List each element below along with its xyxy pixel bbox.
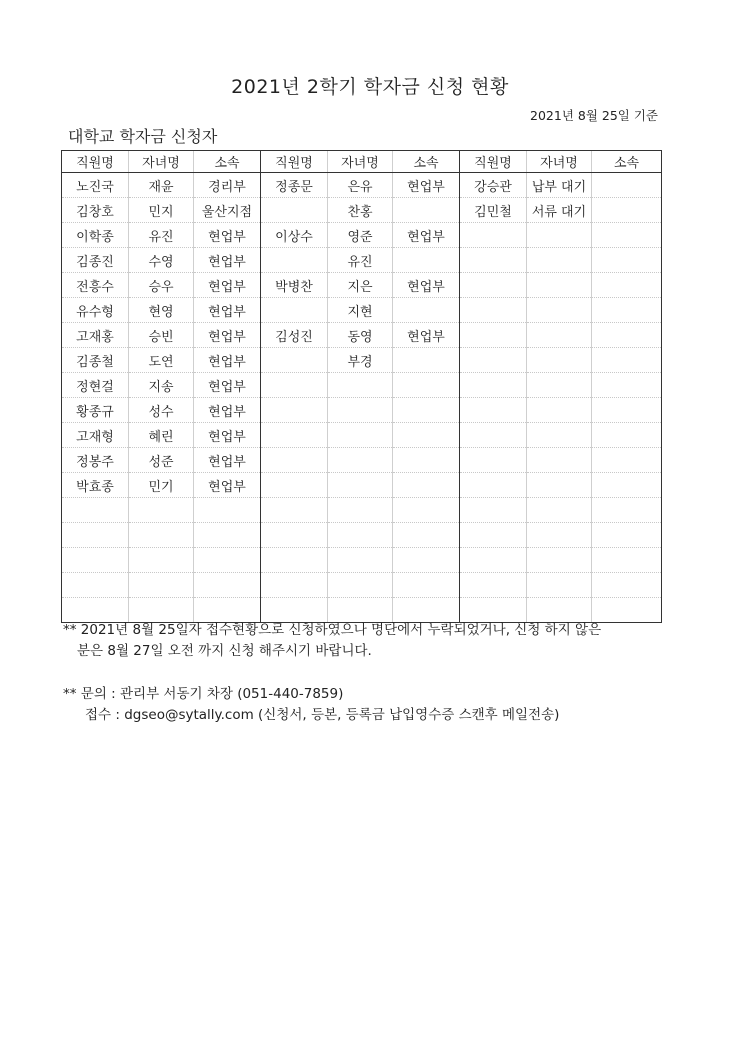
table-cell: 고재형 bbox=[62, 423, 129, 448]
table-cell bbox=[62, 548, 129, 573]
table-cell bbox=[460, 323, 527, 348]
table-cell bbox=[460, 448, 527, 473]
table-cell: 고재홍 bbox=[62, 323, 129, 348]
table-cell bbox=[592, 573, 662, 598]
table-cell bbox=[328, 373, 393, 398]
table-cell bbox=[261, 398, 328, 423]
table-cell bbox=[527, 498, 592, 523]
table-cell bbox=[592, 373, 662, 398]
table-cell bbox=[393, 473, 460, 498]
table-cell bbox=[393, 498, 460, 523]
table-cell bbox=[129, 548, 194, 573]
table-cell bbox=[592, 548, 662, 573]
table-cell bbox=[62, 523, 129, 548]
table-cell: 현업부 bbox=[194, 373, 261, 398]
table-cell: 노진국 bbox=[62, 173, 129, 198]
table-row bbox=[62, 173, 662, 198]
table-cell bbox=[527, 223, 592, 248]
table-cell bbox=[328, 398, 393, 423]
table-cell: 혜린 bbox=[129, 423, 194, 448]
table-cell bbox=[527, 348, 592, 373]
table-cell bbox=[527, 273, 592, 298]
table-row bbox=[62, 398, 662, 423]
table-cell bbox=[460, 473, 527, 498]
table-cell: 김창호 bbox=[62, 198, 129, 223]
table-cell: 민기 bbox=[129, 473, 194, 498]
section-heading: 대학교 학자금 신청자 bbox=[68, 127, 218, 146]
table-cell bbox=[261, 473, 328, 498]
table-cell bbox=[261, 198, 328, 223]
table-cell bbox=[592, 273, 662, 298]
table-cell bbox=[460, 573, 527, 598]
table-cell bbox=[393, 198, 460, 223]
table-cell: 은유 bbox=[328, 173, 393, 198]
table-cell: 유수형 bbox=[62, 298, 129, 323]
table-cell: 현업부 bbox=[194, 273, 261, 298]
table-cell bbox=[261, 348, 328, 373]
table-cell: 현업부 bbox=[194, 348, 261, 373]
table-cell bbox=[194, 548, 261, 573]
table-cell: 현업부 bbox=[393, 323, 460, 348]
header-cell: 자녀명 bbox=[527, 151, 592, 173]
table-cell bbox=[328, 423, 393, 448]
table-cell: 민지 bbox=[129, 198, 194, 223]
table-cell bbox=[527, 473, 592, 498]
table-row bbox=[62, 298, 662, 323]
table-cell bbox=[393, 348, 460, 373]
table-cell: 정현걸 bbox=[62, 373, 129, 398]
table-cell bbox=[261, 448, 328, 473]
table-cell bbox=[527, 248, 592, 273]
table-cell bbox=[527, 548, 592, 573]
table-cell: 이상수 bbox=[261, 223, 328, 248]
document-title: 2021년 2학기 학자금 신청 현황 bbox=[231, 76, 509, 98]
table-cell: 현업부 bbox=[393, 273, 460, 298]
table-cell bbox=[393, 423, 460, 448]
table-row bbox=[62, 573, 662, 598]
table-cell: 강승관 bbox=[460, 173, 527, 198]
table-cell: 수영 bbox=[129, 248, 194, 273]
table-cell bbox=[62, 498, 129, 523]
table-cell bbox=[62, 598, 129, 623]
table-cell bbox=[460, 223, 527, 248]
note-deadline-line1: ** 2021년 8월 25일자 접수현황으로 신청하였으나 명단에서 누락되었거나, 신청 하지 않은 bbox=[63, 622, 602, 638]
table-cell bbox=[527, 598, 592, 623]
table-cell: 현영 bbox=[129, 298, 194, 323]
table-row bbox=[62, 448, 662, 473]
table-cell bbox=[328, 473, 393, 498]
table-cell bbox=[194, 498, 261, 523]
table-cell bbox=[328, 573, 393, 598]
table-cell: 재윤 bbox=[129, 173, 194, 198]
table-cell bbox=[393, 373, 460, 398]
table-cell bbox=[393, 248, 460, 273]
table-cell bbox=[129, 573, 194, 598]
table-header-row bbox=[62, 151, 662, 173]
table-cell bbox=[328, 523, 393, 548]
table-cell bbox=[527, 423, 592, 448]
table-row bbox=[62, 198, 662, 223]
reference-date: 2021년 8월 25일 기준 bbox=[530, 108, 658, 123]
table-cell: 부경 bbox=[328, 348, 393, 373]
table-cell bbox=[460, 298, 527, 323]
table-cell: 정종문 bbox=[261, 173, 328, 198]
table-cell bbox=[460, 498, 527, 523]
table-cell: 박병찬 bbox=[261, 273, 328, 298]
table-cell bbox=[393, 598, 460, 623]
table-cell: 현업부 bbox=[194, 323, 261, 348]
table-cell: 현업부 bbox=[393, 223, 460, 248]
table-row bbox=[62, 373, 662, 398]
table-cell bbox=[527, 373, 592, 398]
table-cell bbox=[592, 223, 662, 248]
table-cell bbox=[592, 498, 662, 523]
table-cell bbox=[592, 598, 662, 623]
table-cell bbox=[328, 548, 393, 573]
header-cell: 직원명 bbox=[62, 151, 129, 173]
table-cell: 서류 대기 bbox=[527, 198, 592, 223]
table-cell: 유진 bbox=[328, 248, 393, 273]
table-cell bbox=[393, 548, 460, 573]
table-cell bbox=[527, 323, 592, 348]
table-row bbox=[62, 548, 662, 573]
table-cell: 현업부 bbox=[194, 398, 261, 423]
table-cell: 현업부 bbox=[393, 173, 460, 198]
table-cell: 현업부 bbox=[194, 248, 261, 273]
table-cell bbox=[194, 598, 261, 623]
table-cell: 유진 bbox=[129, 223, 194, 248]
table-cell bbox=[592, 423, 662, 448]
table-cell bbox=[261, 248, 328, 273]
table-cell bbox=[129, 523, 194, 548]
table-cell bbox=[592, 248, 662, 273]
table-cell bbox=[393, 573, 460, 598]
table-cell bbox=[460, 373, 527, 398]
table-cell: 김종진 bbox=[62, 248, 129, 273]
table-row bbox=[62, 273, 662, 298]
table-cell bbox=[460, 423, 527, 448]
table-cell: 지송 bbox=[129, 373, 194, 398]
table-row bbox=[62, 523, 662, 548]
table-cell: 전흥수 bbox=[62, 273, 129, 298]
table-cell: 김성진 bbox=[261, 323, 328, 348]
table-cell: 박효종 bbox=[62, 473, 129, 498]
header-cell: 소속 bbox=[194, 151, 261, 173]
table-cell: 영준 bbox=[328, 223, 393, 248]
table-cell: 현업부 bbox=[194, 448, 261, 473]
table-cell bbox=[62, 573, 129, 598]
table-cell: 현업부 bbox=[194, 223, 261, 248]
table-cell: 성수 bbox=[129, 398, 194, 423]
header-cell: 자녀명 bbox=[129, 151, 194, 173]
table-cell: 지현 bbox=[328, 298, 393, 323]
table-cell bbox=[460, 548, 527, 573]
table-cell: 승우 bbox=[129, 273, 194, 298]
table-cell bbox=[393, 448, 460, 473]
table-cell bbox=[592, 348, 662, 373]
table-cell bbox=[261, 298, 328, 323]
table-cell: 경리부 bbox=[194, 173, 261, 198]
note-contact-line2: 접수 : dgseo@sytally.com (신청서, 등본, 등록금 납입영수증 스캔후 메일전송) bbox=[85, 707, 560, 723]
table-row bbox=[62, 498, 662, 523]
table-cell bbox=[261, 523, 328, 548]
table-cell bbox=[460, 348, 527, 373]
table-cell: 승빈 bbox=[129, 323, 194, 348]
table-cell bbox=[527, 298, 592, 323]
table-cell bbox=[194, 573, 261, 598]
table-cell bbox=[592, 473, 662, 498]
table-cell: 동영 bbox=[328, 323, 393, 348]
table-row bbox=[62, 598, 662, 623]
table-cell bbox=[460, 598, 527, 623]
table-cell bbox=[592, 298, 662, 323]
header-cell: 자녀명 bbox=[328, 151, 393, 173]
table-cell: 납부 대기 bbox=[527, 173, 592, 198]
table-cell: 현업부 bbox=[194, 473, 261, 498]
table-cell: 황종규 bbox=[62, 398, 129, 423]
table-cell bbox=[592, 198, 662, 223]
table-cell bbox=[261, 598, 328, 623]
header-cell: 직원명 bbox=[261, 151, 328, 173]
table-cell bbox=[592, 523, 662, 548]
table-cell: 김민철 bbox=[460, 198, 527, 223]
table-cell: 성준 bbox=[129, 448, 194, 473]
table-cell bbox=[460, 523, 527, 548]
table-cell: 이학종 bbox=[62, 223, 129, 248]
table-cell: 지은 bbox=[328, 273, 393, 298]
table-cell bbox=[261, 573, 328, 598]
notes bbox=[63, 620, 601, 726]
table-cell: 정봉주 bbox=[62, 448, 129, 473]
table-cell bbox=[527, 523, 592, 548]
table-row bbox=[62, 348, 662, 373]
table-cell bbox=[393, 523, 460, 548]
table-cell bbox=[527, 398, 592, 423]
table-cell: 현업부 bbox=[194, 423, 261, 448]
table-cell bbox=[527, 573, 592, 598]
table-row bbox=[62, 473, 662, 498]
table-cell: 현업부 bbox=[194, 298, 261, 323]
header-cell: 소속 bbox=[592, 151, 662, 173]
table-cell: 김종철 bbox=[62, 348, 129, 373]
table-cell bbox=[328, 598, 393, 623]
table-cell bbox=[460, 398, 527, 423]
table-row bbox=[62, 423, 662, 448]
table-cell bbox=[261, 548, 328, 573]
table-cell bbox=[129, 498, 194, 523]
header-cell: 직원명 bbox=[460, 151, 527, 173]
table-cell bbox=[129, 598, 194, 623]
table-cell bbox=[527, 448, 592, 473]
table-cell bbox=[393, 298, 460, 323]
table-row bbox=[62, 248, 662, 273]
table-cell bbox=[261, 498, 328, 523]
table-cell bbox=[261, 423, 328, 448]
table-row bbox=[62, 323, 662, 348]
table-cell bbox=[592, 173, 662, 198]
table-cell bbox=[328, 498, 393, 523]
table-cell: 찬홍 bbox=[328, 198, 393, 223]
table-cell bbox=[393, 398, 460, 423]
table-cell bbox=[592, 323, 662, 348]
table-cell bbox=[194, 523, 261, 548]
table-cell: 울산지점 bbox=[194, 198, 261, 223]
table-cell bbox=[592, 398, 662, 423]
applicant-table bbox=[61, 150, 662, 623]
table-cell bbox=[592, 448, 662, 473]
table-cell: 도연 bbox=[129, 348, 194, 373]
table-row bbox=[62, 223, 662, 248]
note-contact-line1: ** 문의 : 관리부 서동기 차장 (051-440-7859) bbox=[63, 686, 344, 702]
header-cell: 소속 bbox=[393, 151, 460, 173]
table-cell bbox=[328, 448, 393, 473]
note-deadline-line2: 분은 8월 27일 오전 까지 신청 해주시기 바랍니다. bbox=[77, 643, 372, 659]
table-cell bbox=[460, 248, 527, 273]
table-cell bbox=[460, 273, 527, 298]
table-cell bbox=[261, 373, 328, 398]
